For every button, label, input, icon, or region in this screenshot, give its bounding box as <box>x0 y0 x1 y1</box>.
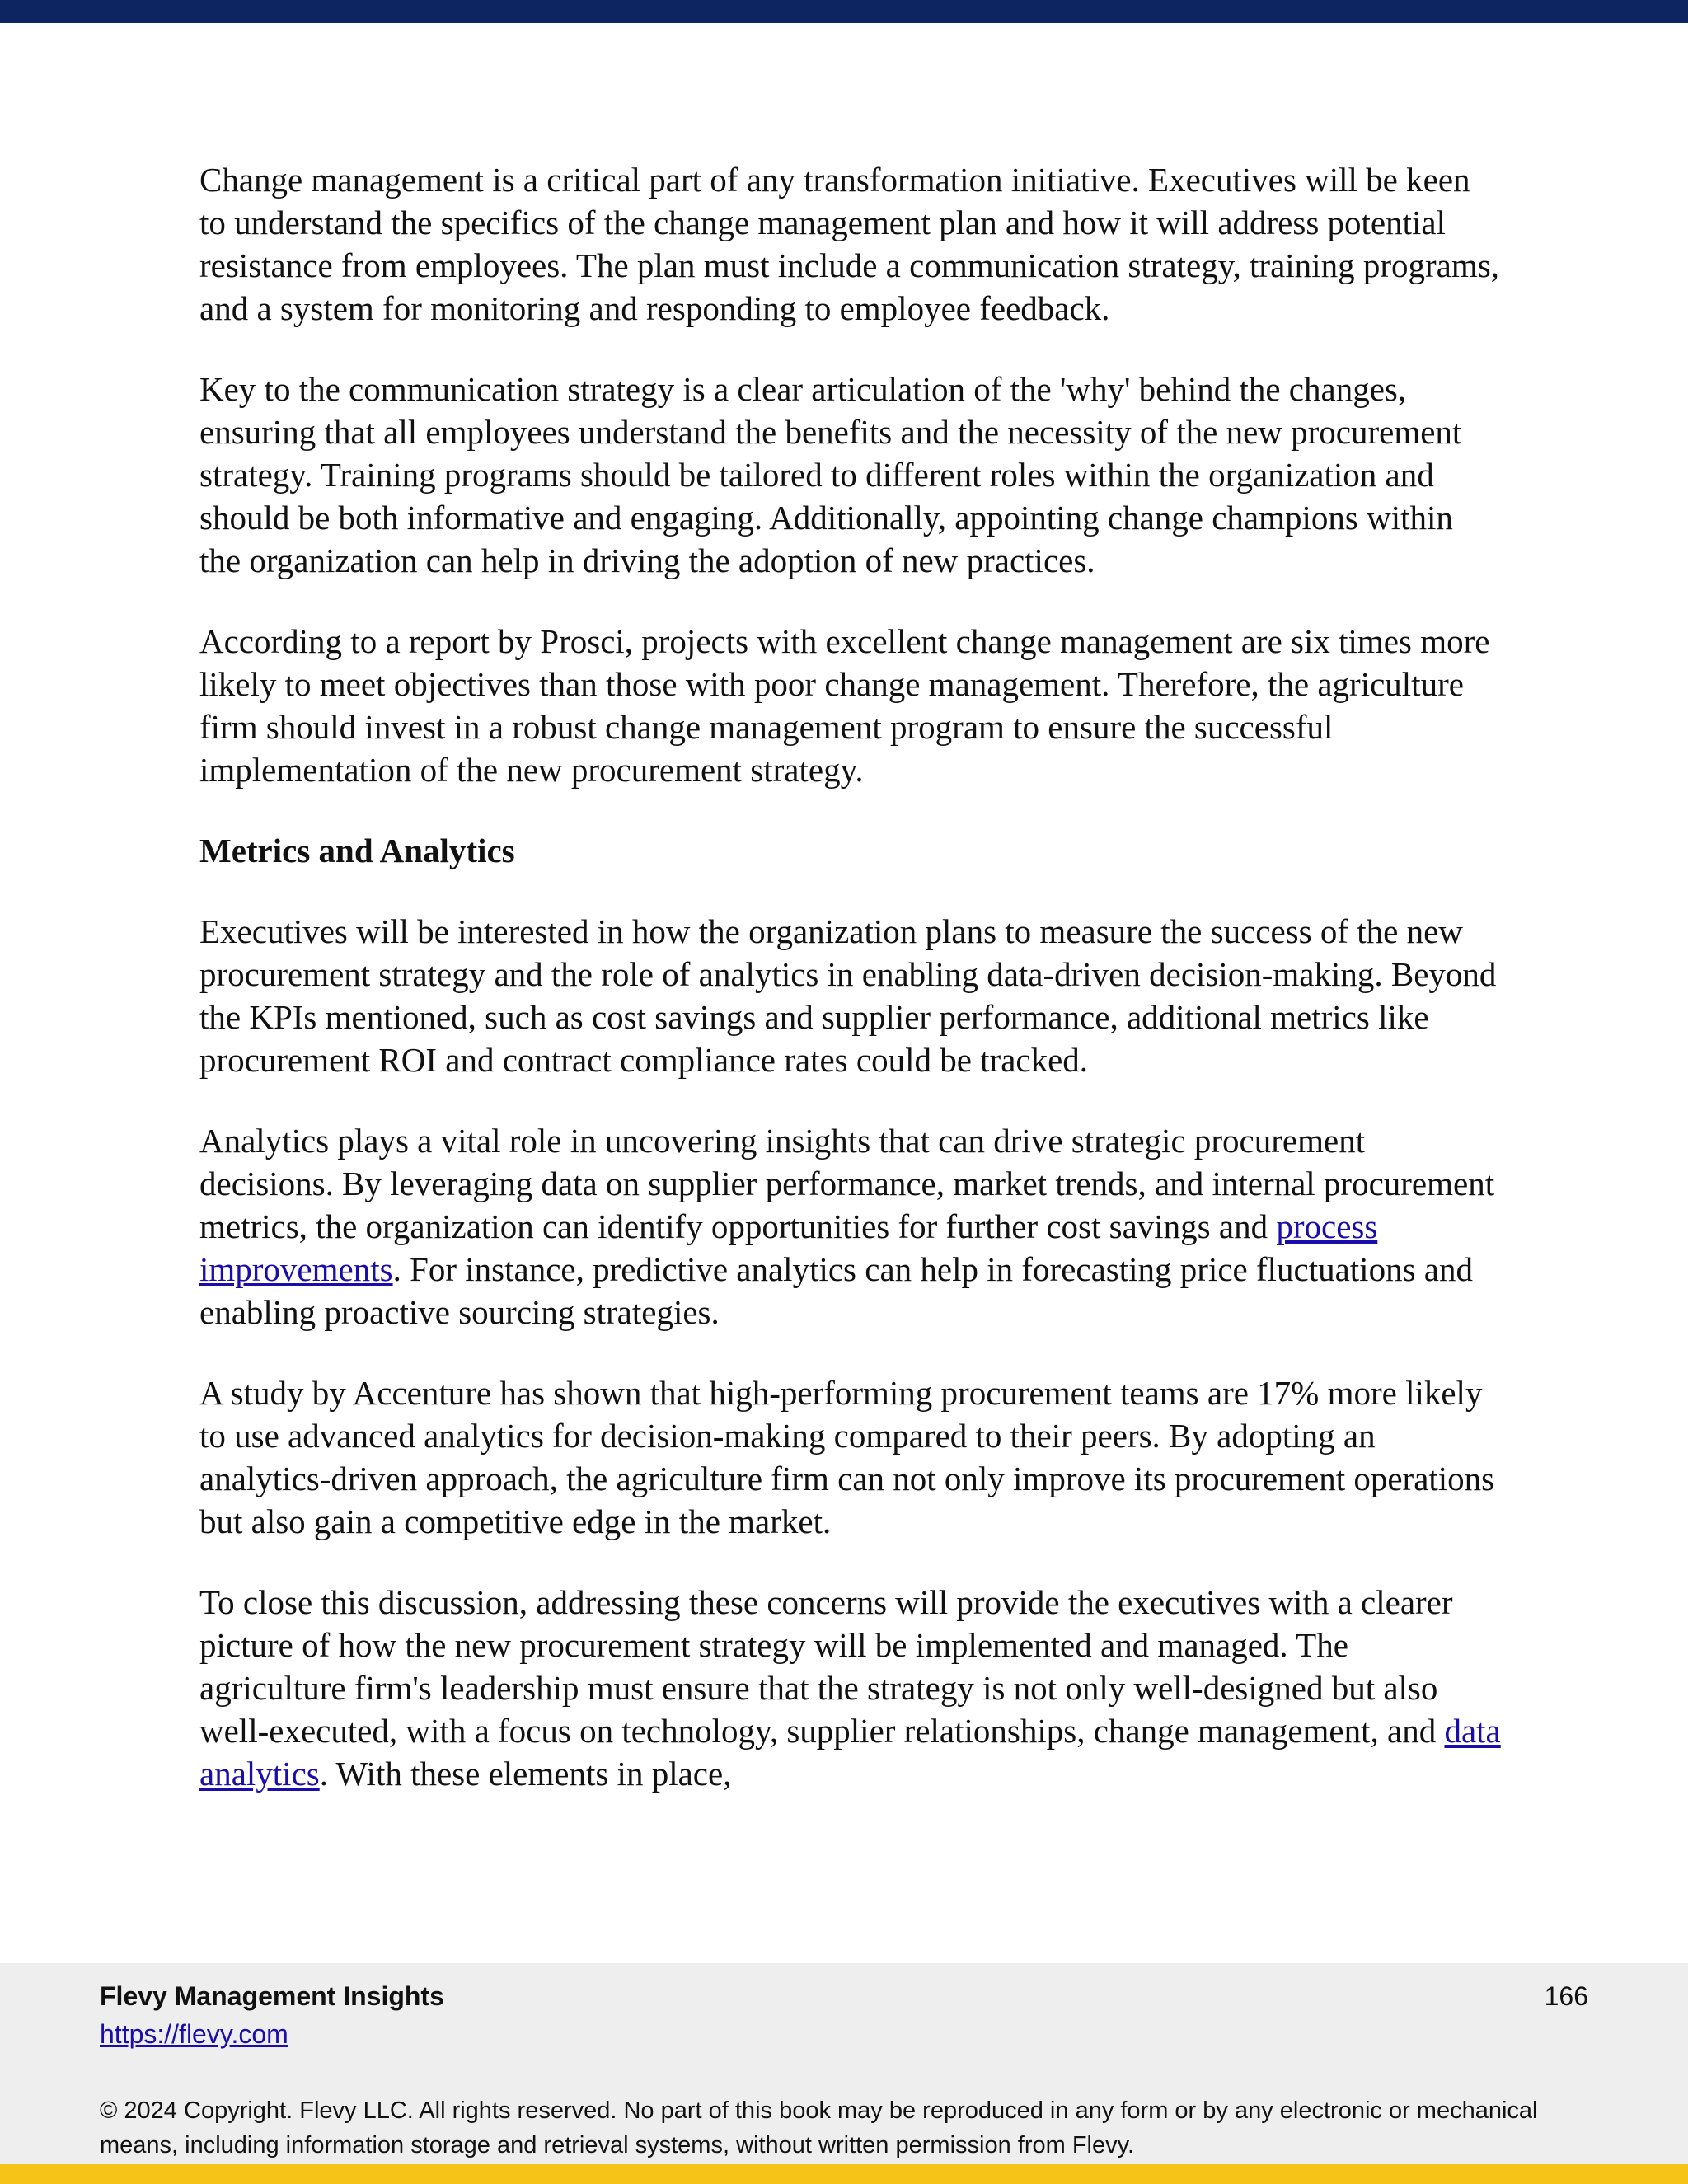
paragraph-analytics-text-2: . For instance, predictive analytics can help in forecasting price fluctuations and enabling proactive sourcing strategies. <box>199 1250 1473 1331</box>
page-number: 166 <box>1544 1981 1588 2011</box>
copyright-notice: © 2024 Copyright. Flevy LLC. All rights reserved. No part of this book may be reproduced in any form or by any electronic or mechanical means, including information storage and retrieval systems, without written permission from Flevy. <box>100 2097 1538 2158</box>
paragraph-metrics: Executives will be interested in how the organization plans to measure the success of the new procurement strategy and the role of analytics in enabling data-driven decision-making. Beyond the KPIs mentioned, such as cost savings and supplier performance, additional metrics like procurement ROI and contract compliance rates could be tracked. <box>199 912 1497 1079</box>
paragraph-closing <box>199 1581 1502 1795</box>
paragraph-communication-strategy: Key to the communication strategy is a clear articulation of the 'why' behind the changes, ensuring that all employees understand the benefits and the necessity of the new procurement strategy. Training programs should be tailored to different roles within the organization and should be both informative and engaging. Additionally, appointing change champions within the organization can help in driving the adoption of new practices. <box>199 370 1462 579</box>
data-analytics-link[interactable]: data analytics <box>199 1712 1501 1793</box>
page-content <box>199 158 1502 1833</box>
footer-brand: Flevy Management Insights <box>100 1981 444 2011</box>
paragraph-accenture-study: A study by Accenture has shown that high-performing procurement teams are 17% more likely to use advanced analytics for decision-making compared to their peers. By adopting an analytics-driven approach, the agriculture firm can not only improve its procurement operations but also gain a competitive edge in the market. <box>199 1374 1495 1540</box>
paragraph-change-management: Change management is a critical part of any transformation initiative. Executives will be keen to understand the specifics of the change management plan and how it will address potential resistance from employees. The plan must include a communication strategy, training programs, and a system for monitoring and responding to employee feedback. <box>199 161 1499 327</box>
top-bar <box>0 0 1688 23</box>
paragraph-closing-text-2: . With these elements in place, <box>319 1755 732 1793</box>
paragraph-prosci-report: According to a report by Prosci, projects with excellent change management are six times more likely to meet objectives than those with poor change management. Therefore, the agriculture firm should invest in a robust change management program to ensure the successful implementation of the new procurement strategy. <box>199 622 1490 789</box>
bottom-bar <box>0 2164 1688 2184</box>
process-improvements-link[interactable]: process improvements <box>199 1207 1378 1288</box>
footer-url-link[interactable]: https://flevy.com <box>100 2019 288 2049</box>
paragraph-closing-text-1: To close this discussion, addressing these concerns will provide the executives with a clearer picture of how the new procurement strategy will be implemented and managed. The agriculture firm's leadership must ensure that the strategy is not only well-designed but also well-executed, with a focus on technology, supplier relationships, change management, and <box>199 1583 1453 1750</box>
paragraph-analytics-text-1: Analytics plays a vital role in uncovering insights that can drive strategic procurement decisions. By leveraging data on supplier performance, market trends, and internal procurement metrics, the organization can identify opportunities for further cost savings and <box>199 1122 1495 1245</box>
section-heading: Metrics and Analytics <box>199 832 515 869</box>
paragraph-analytics <box>199 1119 1502 1333</box>
page-footer <box>0 1963 1688 2164</box>
